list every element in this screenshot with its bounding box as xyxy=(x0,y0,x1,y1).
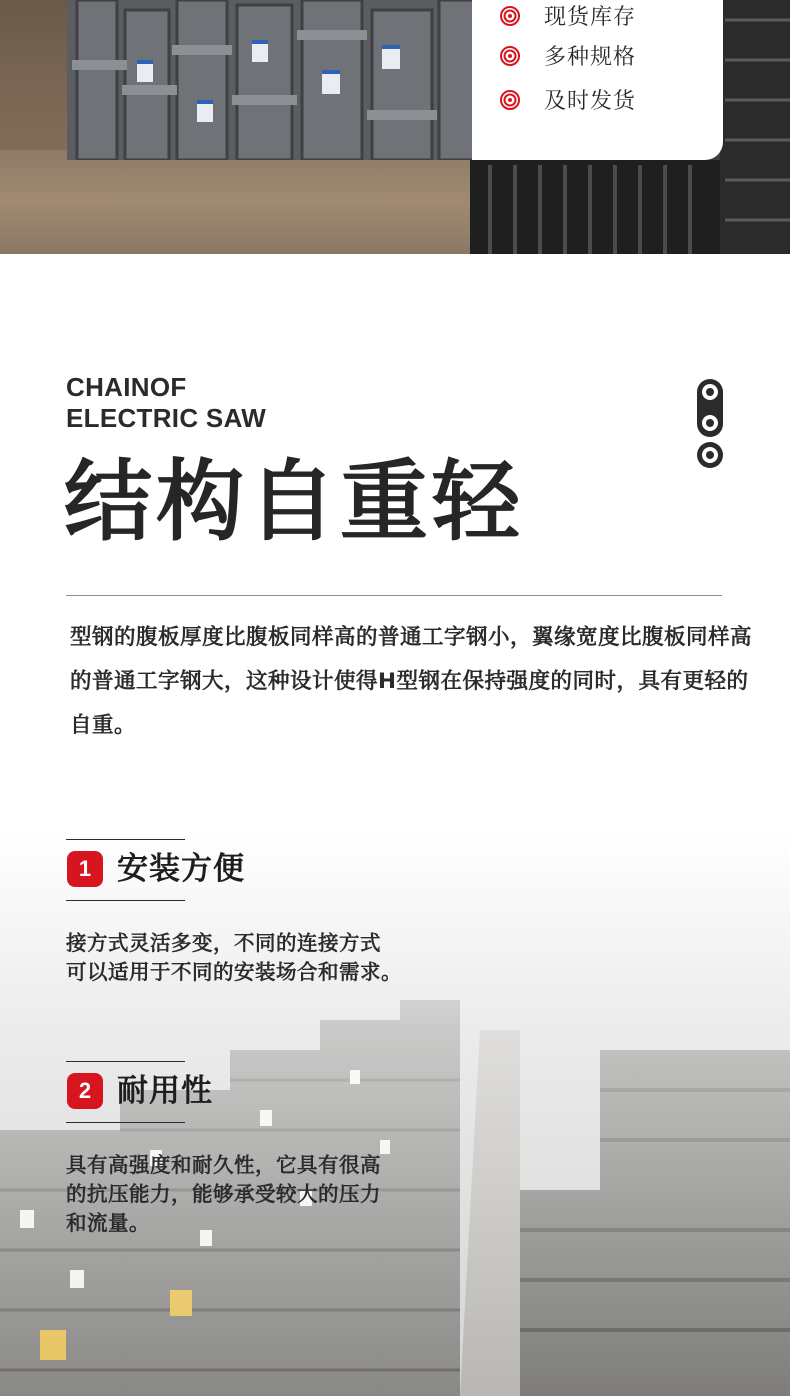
feature-label: 多种规格 xyxy=(544,45,637,70)
page-title: 结构自重轻 xyxy=(64,450,525,553)
block-description xyxy=(66,929,402,987)
warehouse-background-image xyxy=(0,830,790,1396)
block-description xyxy=(66,1151,381,1238)
target-icon xyxy=(500,90,520,110)
section-description: 型钢的腹板厚度比腹板同样高的普通工字钢小，翼缘宽度比腹板同样高的普通工字钢大，这种设计使得H型钢在保持强度的同时，具有更轻的自重。 xyxy=(70,625,753,738)
hero-banner xyxy=(0,0,790,254)
block-description-line: 接方式灵活多变，不同的连接方式 xyxy=(66,931,381,955)
block-description-line: 具有高强度和耐久性，它具有很高 xyxy=(66,1153,381,1177)
block-top-line xyxy=(66,839,185,840)
feature-item-specs xyxy=(500,40,636,71)
english-title-line: ELECTRIC SAW xyxy=(66,403,267,433)
feature-label: 及时发货 xyxy=(544,89,637,114)
block-bottom-line xyxy=(66,900,185,901)
block-description-line: 可以适用于不同的安装场合和需求。 xyxy=(66,960,402,984)
feature-item-delivery xyxy=(500,84,636,115)
chain-link-icon xyxy=(694,376,726,472)
h-beam-photo xyxy=(67,0,477,160)
english-title-line: CHAINOF xyxy=(66,372,187,402)
english-title xyxy=(66,372,266,434)
feature-item-stock xyxy=(500,0,636,31)
block-bottom-line xyxy=(66,1122,185,1123)
block-title-durability: 耐用性 xyxy=(117,1073,213,1109)
target-icon xyxy=(500,6,520,26)
feature-label: 现货库存 xyxy=(544,5,637,30)
target-icon xyxy=(500,46,520,66)
block-description-line: 的抗压能力，能够承受较大的压力 xyxy=(66,1182,381,1206)
number-badge: 2 xyxy=(67,1073,103,1109)
block-description-line: 和流量。 xyxy=(66,1211,150,1235)
block-title-installation: 安装方便 xyxy=(117,851,245,887)
number-badge: 1 xyxy=(67,851,103,887)
divider xyxy=(66,595,722,596)
feature-card xyxy=(472,0,723,160)
block-top-line xyxy=(66,1061,185,1062)
